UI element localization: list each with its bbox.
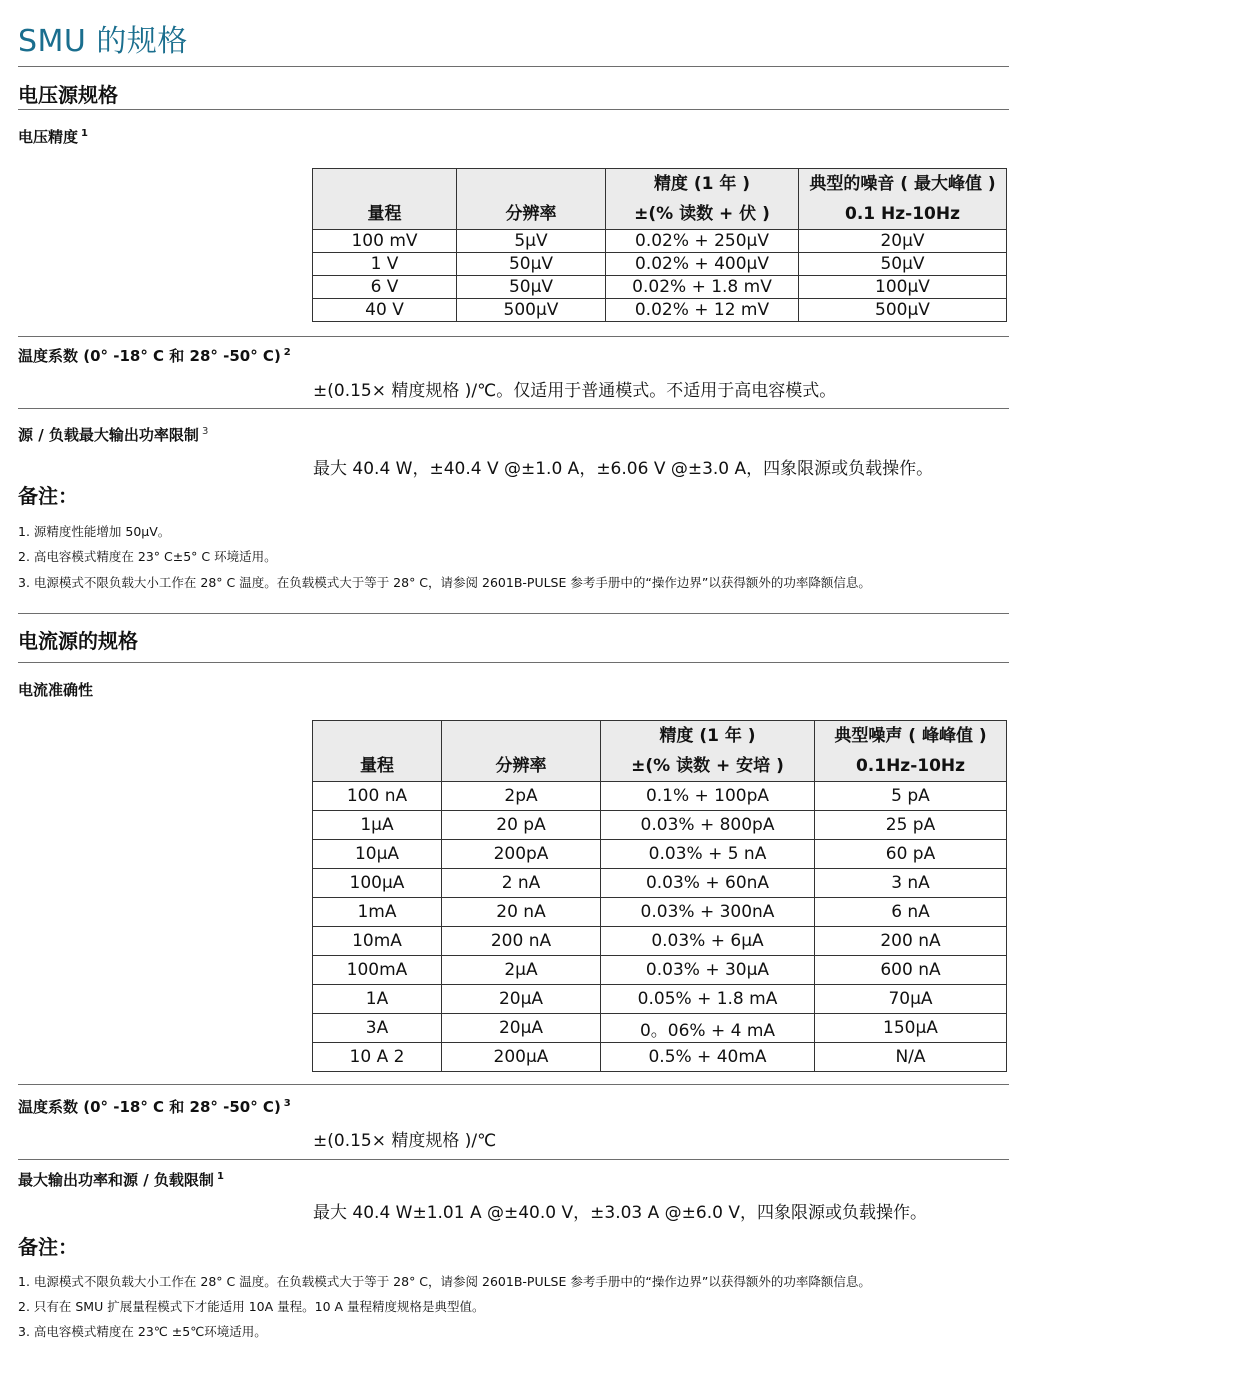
current-note-3: 3. 高电容模式精度在 23℃ ±5℃环境适用。 <box>18 1324 267 1339</box>
table-cell: 2µA <box>442 956 601 985</box>
table-cell: 0.03% + 300nA <box>601 898 815 927</box>
page-title: SMU 的规格 <box>18 24 188 59</box>
voltage-section-heading: 电压源规格 <box>18 83 118 107</box>
table-row <box>313 927 1007 956</box>
voltage-header-cell <box>606 169 799 230</box>
current-accuracy-table <box>312 720 1007 1072</box>
table-cell: 50µV <box>799 253 1007 276</box>
header-line-2: 分辨率 <box>495 756 547 776</box>
table-cell: 0.03% + 60nA <box>601 869 815 898</box>
table-cell: 3 nA <box>815 869 1007 898</box>
table-cell: 100µV <box>799 276 1007 299</box>
table-header-row <box>313 721 1007 782</box>
table-cell: 600 nA <box>815 956 1007 985</box>
current-header-cell <box>313 721 442 782</box>
table-row <box>313 276 1007 299</box>
table-row <box>313 253 1007 276</box>
table-cell: 20µA <box>442 985 601 1014</box>
table-cell: 100mA <box>313 956 442 985</box>
divider <box>18 662 1009 663</box>
current-power-limit-value: 最大 40.4 W±1.01 A @±40.0 V，±3.03 A @±6.0 V，四象限源或负载操作。 <box>313 1203 927 1223</box>
table-row <box>313 811 1007 840</box>
table-cell: 6 V <box>313 276 457 299</box>
table-cell: 0.03% + 800pA <box>601 811 815 840</box>
header-line-2: 量程 <box>360 756 394 776</box>
table-row <box>313 898 1007 927</box>
header-line-2: 量程 <box>367 204 402 224</box>
table-cell: 20 pA <box>442 811 601 840</box>
voltage-notes-title: 备注： <box>18 484 78 508</box>
voltage-accuracy-table <box>312 168 1007 322</box>
table-cell: 5µV <box>457 230 606 253</box>
table-cell: 60 pA <box>815 840 1007 869</box>
voltage-power-limit-label: 源 / 负载最大输出功率限制 $^3$ <box>18 426 209 444</box>
table-cell: 0.03% + 30µA <box>601 956 815 985</box>
voltage-temp-coeff-label: 温度系数 (0° -18° C 和 28° -50° C) $^2$ <box>18 347 291 365</box>
table-row <box>313 230 1007 253</box>
current-section-heading: 电流源的规格 <box>18 629 138 653</box>
voltage-header-cell <box>799 169 1007 230</box>
table-cell: 100 mV <box>313 230 457 253</box>
table-cell: 0.03% + 5 nA <box>601 840 815 869</box>
table-cell: N/A <box>815 1043 1007 1072</box>
table-cell: 0。06% + 4 mA <box>601 1014 815 1043</box>
header-line-2: ±(% 读数 + 伏 ) <box>634 204 770 224</box>
table-row <box>313 985 1007 1014</box>
table-cell: 200µA <box>442 1043 601 1072</box>
table-cell: 25 pA <box>815 811 1007 840</box>
table-cell: 1A <box>313 985 442 1014</box>
divider <box>18 408 1009 409</box>
table-cell: 100µA <box>313 869 442 898</box>
table-cell: 70µA <box>815 985 1007 1014</box>
table-cell: 20µV <box>799 230 1007 253</box>
table-cell: 2 nA <box>442 869 601 898</box>
current-accuracy-label: 电流准确性 <box>18 681 94 699</box>
table-cell: 0.5% + 40mA <box>601 1043 815 1072</box>
table-cell: 10µA <box>313 840 442 869</box>
table-cell: 3A <box>313 1014 442 1043</box>
divider <box>18 1159 1009 1160</box>
table-cell: 200pA <box>442 840 601 869</box>
table-cell: 0.1% + 100pA <box>601 782 815 811</box>
current-note-1: 1. 电源模式不限负载大小工作在 28° C 温度。在负载模式大于等于 28° C，请参阅 2601B-PULSE 参考手册中的“操作边界”以获得额外的功率降额信息。 <box>18 1274 871 1289</box>
header-line-1 <box>374 721 380 751</box>
table-cell: 40 V <box>313 299 457 322</box>
header-line-1 <box>518 721 524 751</box>
table-cell: 6 nA <box>815 898 1007 927</box>
table-cell: 1mA <box>313 898 442 927</box>
table-row <box>313 782 1007 811</box>
divider <box>18 613 1009 614</box>
table-row <box>313 299 1007 322</box>
current-note-2: 2. 只有在 SMU 扩展量程模式下才能适用 10A 量程。10 A 量程精度规格是典型值。 <box>18 1299 485 1314</box>
table-cell: 10 A 2 <box>313 1043 442 1072</box>
table-cell: 1µA <box>313 811 442 840</box>
header-line-1 <box>382 169 388 199</box>
table-cell: 50µV <box>457 253 606 276</box>
current-temp-coeff-label: 温度系数 (0° -18° C 和 28° -50° C) $^3$ <box>18 1098 291 1116</box>
header-line-2: ±(% 读数 + 安培 ) <box>631 756 784 776</box>
current-header-cell <box>815 721 1007 782</box>
table-cell: 10mA <box>313 927 442 956</box>
table-cell: 0.02% + 12 mV <box>606 299 799 322</box>
table-cell: 50µV <box>457 276 606 299</box>
table-cell: 0.05% + 1.8 mA <box>601 985 815 1014</box>
header-line-1: 典型的噪音 ( 最大峰值 ) <box>809 174 996 194</box>
table-cell: 0.02% + 250µV <box>606 230 799 253</box>
table-row <box>313 1043 1007 1072</box>
header-line-1: 精度 (1 年 ) <box>653 174 751 194</box>
table-row <box>313 840 1007 869</box>
table-cell: 500µV <box>799 299 1007 322</box>
current-power-limit-label: 最大输出功率和源 / 负载限制 $^1$ <box>18 1171 224 1189</box>
voltage-header-cell <box>313 169 457 230</box>
table-cell: 0.03% + 6µA <box>601 927 815 956</box>
header-line-1 <box>528 169 534 199</box>
voltage-note-2: 2. 高电容模式精度在 23° C±5° C 环境适用。 <box>18 549 277 564</box>
table-cell: 100 nA <box>313 782 442 811</box>
divider <box>18 1084 1009 1085</box>
table-cell: 200 nA <box>815 927 1007 956</box>
voltage-power-limit-value: 最大 40.4 W，±40.4 V @±1.0 A，±6.06 V @±3.0 A，四象限源或负载操作。 <box>313 459 934 479</box>
current-notes-title: 备注： <box>18 1235 78 1259</box>
header-line-1: 典型噪声 ( 峰峰值 ) <box>834 726 987 746</box>
current-temp-coeff-value: ±(0.15× 精度规格 )/℃ <box>313 1131 497 1151</box>
current-header-cell <box>601 721 815 782</box>
table-cell: 0.02% + 400µV <box>606 253 799 276</box>
table-cell: 500µV <box>457 299 606 322</box>
voltage-temp-coeff-value: ±(0.15× 精度规格 )/℃。仅适用于普通模式。不适用于高电容模式。 <box>313 381 837 401</box>
divider <box>18 66 1009 67</box>
divider <box>18 336 1009 337</box>
current-header-cell <box>442 721 601 782</box>
voltage-accuracy-label: 电压精度 $^1$ <box>18 128 88 146</box>
table-cell: 200 nA <box>442 927 601 956</box>
header-line-2: 0.1Hz-10Hz <box>855 756 966 776</box>
table-cell: 20µA <box>442 1014 601 1043</box>
table-row <box>313 956 1007 985</box>
voltage-header-cell <box>457 169 606 230</box>
table-cell: 5 pA <box>815 782 1007 811</box>
table-row <box>313 1014 1007 1043</box>
table-header-row <box>313 169 1007 230</box>
table-cell: 0.02% + 1.8 mV <box>606 276 799 299</box>
header-line-2: 分辨率 <box>505 204 557 224</box>
header-line-2: 0.1 Hz-10Hz <box>845 204 960 224</box>
table-cell: 1 V <box>313 253 457 276</box>
table-row <box>313 869 1007 898</box>
header-line-1: 精度 (1 年 ) <box>659 726 756 746</box>
table-cell: 2pA <box>442 782 601 811</box>
table-cell: 20 nA <box>442 898 601 927</box>
voltage-note-3: 3. 电源模式不限负载大小工作在 28° C 温度。在负载模式大于等于 28° C，请参阅 2601B-PULSE 参考手册中的“操作边界”以获得额外的功率降额信息。 <box>18 575 871 590</box>
voltage-note-1: 1. 源精度性能增加 50µV。 <box>18 524 171 539</box>
table-cell: 150µA <box>815 1014 1007 1043</box>
divider <box>18 109 1009 110</box>
